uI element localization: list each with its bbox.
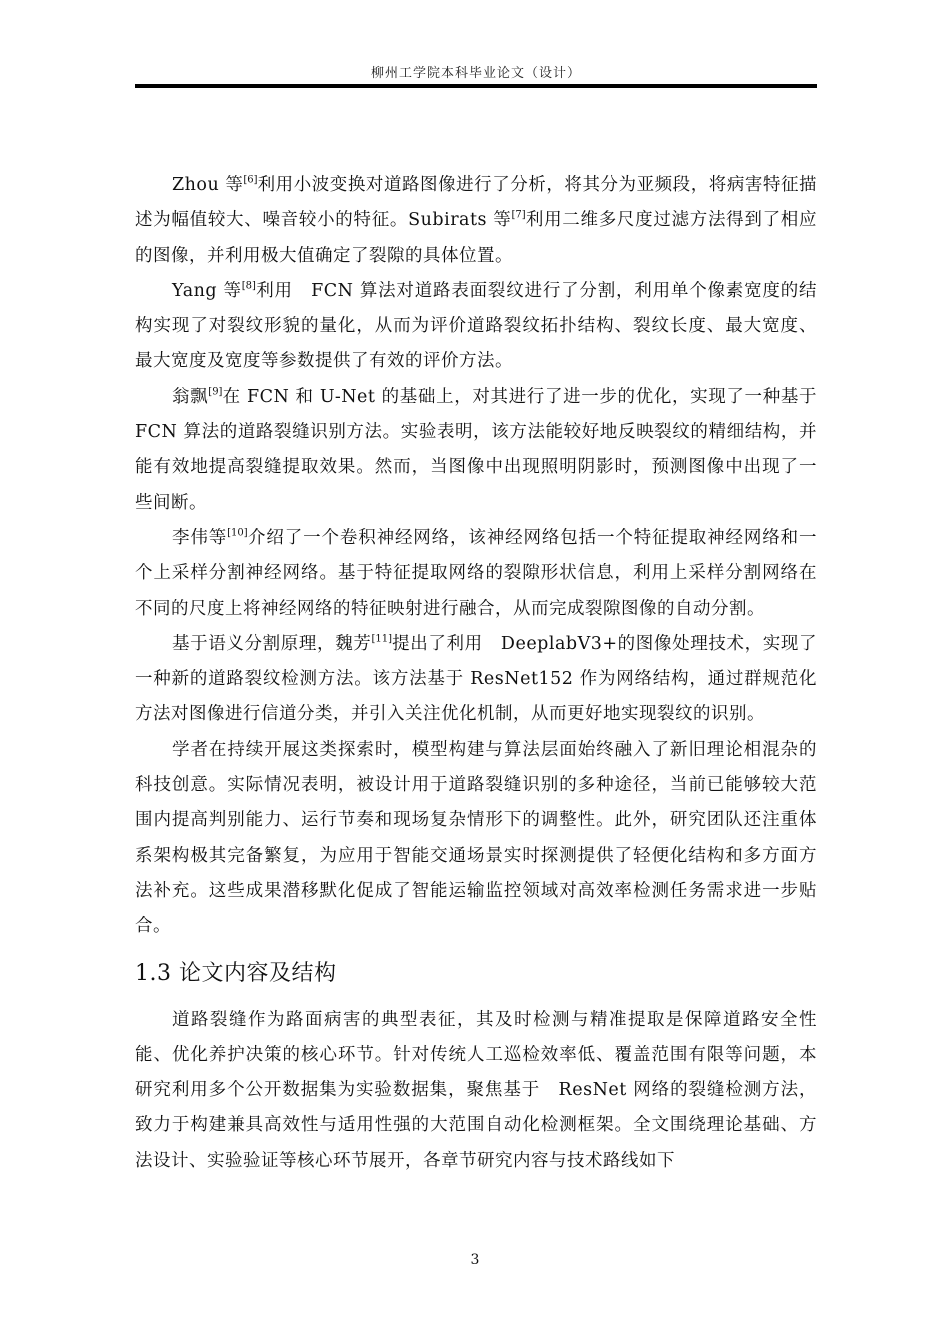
paragraph-text: 基于语义分割原理，魏芳	[172, 633, 372, 654]
paragraph-text: 介绍了一个卷积神经网络，该神经网络包括一个特征提取神经网络和一个上采样分割神经网络。基于特征提取网络的裂隙形状信息，利用上采样分割网络在不同的尺度上将神经网络的特征映射进行融合，从而完成裂隙图像的自动分割。	[135, 527, 818, 619]
paragraph-text: 利用二维多尺度过滤方法得到了相应的图像，并利用极大值确定了裂隙的具体位置。	[135, 210, 817, 266]
paragraph-weifang	[135, 627, 817, 733]
paragraph-liwei	[135, 521, 817, 627]
paragraph-text: 利用小波变换对道路图像进行了分析，将其分为亚频段，将病害特征描述为幅值较大、噪音较小的特征。Subirats 等	[135, 175, 817, 231]
paragraph-yang	[135, 274, 817, 380]
header-rule	[135, 84, 817, 88]
citation-ref: [9]	[208, 386, 223, 398]
running-header: 柳州工学院本科毕业论文（设计）	[370, 66, 581, 81]
page-body	[135, 168, 817, 1179]
paragraph-weng	[135, 380, 817, 521]
paragraph-text: 李伟等	[172, 527, 228, 548]
section-heading: 1.3 论文内容及结构	[135, 960, 337, 986]
paragraph-text: 利用 FCN 算法对道路表面裂纹进行了分割，利用单个像素宽度的结构实现了对裂纹形貌的量化，从而为评价道路裂纹拓扑结构、裂纹长度、最大宽度、最大宽度及宽度等参数提供了有效的评价方法。	[135, 280, 817, 372]
paragraph-zhou	[135, 168, 817, 274]
paragraph-summary	[135, 733, 817, 945]
citation-ref: [10]	[227, 527, 248, 539]
paragraph-text: 学者在持续开展这类探索时，模型构建与算法层面始终融入了新旧理论相混杂的科技创意。实际情况表明，被设计用于道路裂缝识别的多种途径，当前已能够较大范围内提高判别能力、运行节奏和现场复杂情形下的调整性。此外，研究团队还注重体系架构极其完备繁复，为应用于智能交通场景实时探测提供了轻便化结构和多方面方法补充。这些成果潜移默化促成了智能运输监控领域对高效率检测任务需求进一步贴合。	[135, 739, 817, 937]
citation-ref: [11]	[371, 633, 392, 645]
citation-ref: [8]	[241, 280, 256, 292]
paragraph-text: Zhou 等	[172, 175, 244, 195]
paragraph-text: 在 FCN 和 U-Net 的基础上，对其进行了进一步的优化，实现了一种基于 FCN 算法的道路裂缝识别方法。实验表明，该方法能较好地反映裂纹的精细结构，并能有效地提高裂缝提取效果。然而，当图像中出现照明阴影时，预测图像中出现了一些间断。	[135, 386, 817, 513]
paragraph-text: 翁飘	[172, 386, 209, 407]
citation-ref: [6]	[243, 174, 258, 186]
paragraph-section-intro: 道路裂缝作为路面病害的典型表征，其及时检测与精准提取是保障道路安全性能、优化养护决策的核心环节。针对传统人工巡检效率低、覆盖范围有限等问题，本研究利用多个公开数据集为实验数据集，聚焦基于 ResNet 网络的裂缝检测方法，致力于构建兼具高效性与适用性强的大范围自动化检测框架。全文围绕理论基础、方法设计、实验验证等核心环节展开，各章节研究内容与技术路线如下	[135, 1009, 817, 1171]
page-number: 3	[470, 1252, 480, 1268]
paragraph-text: Yang 等	[172, 280, 242, 301]
paragraph-text: 提出了利用 DeeplabV3+的图像处理技术，实现了一种新的道路裂纹检测方法。该方法基于 ResNet152 作为网络结构，通过群规范化方法对图像进行信道分类，并引入关注优化机制，从而更好地实现裂纹的识别。	[135, 633, 817, 725]
citation-ref: [7]	[511, 209, 526, 221]
